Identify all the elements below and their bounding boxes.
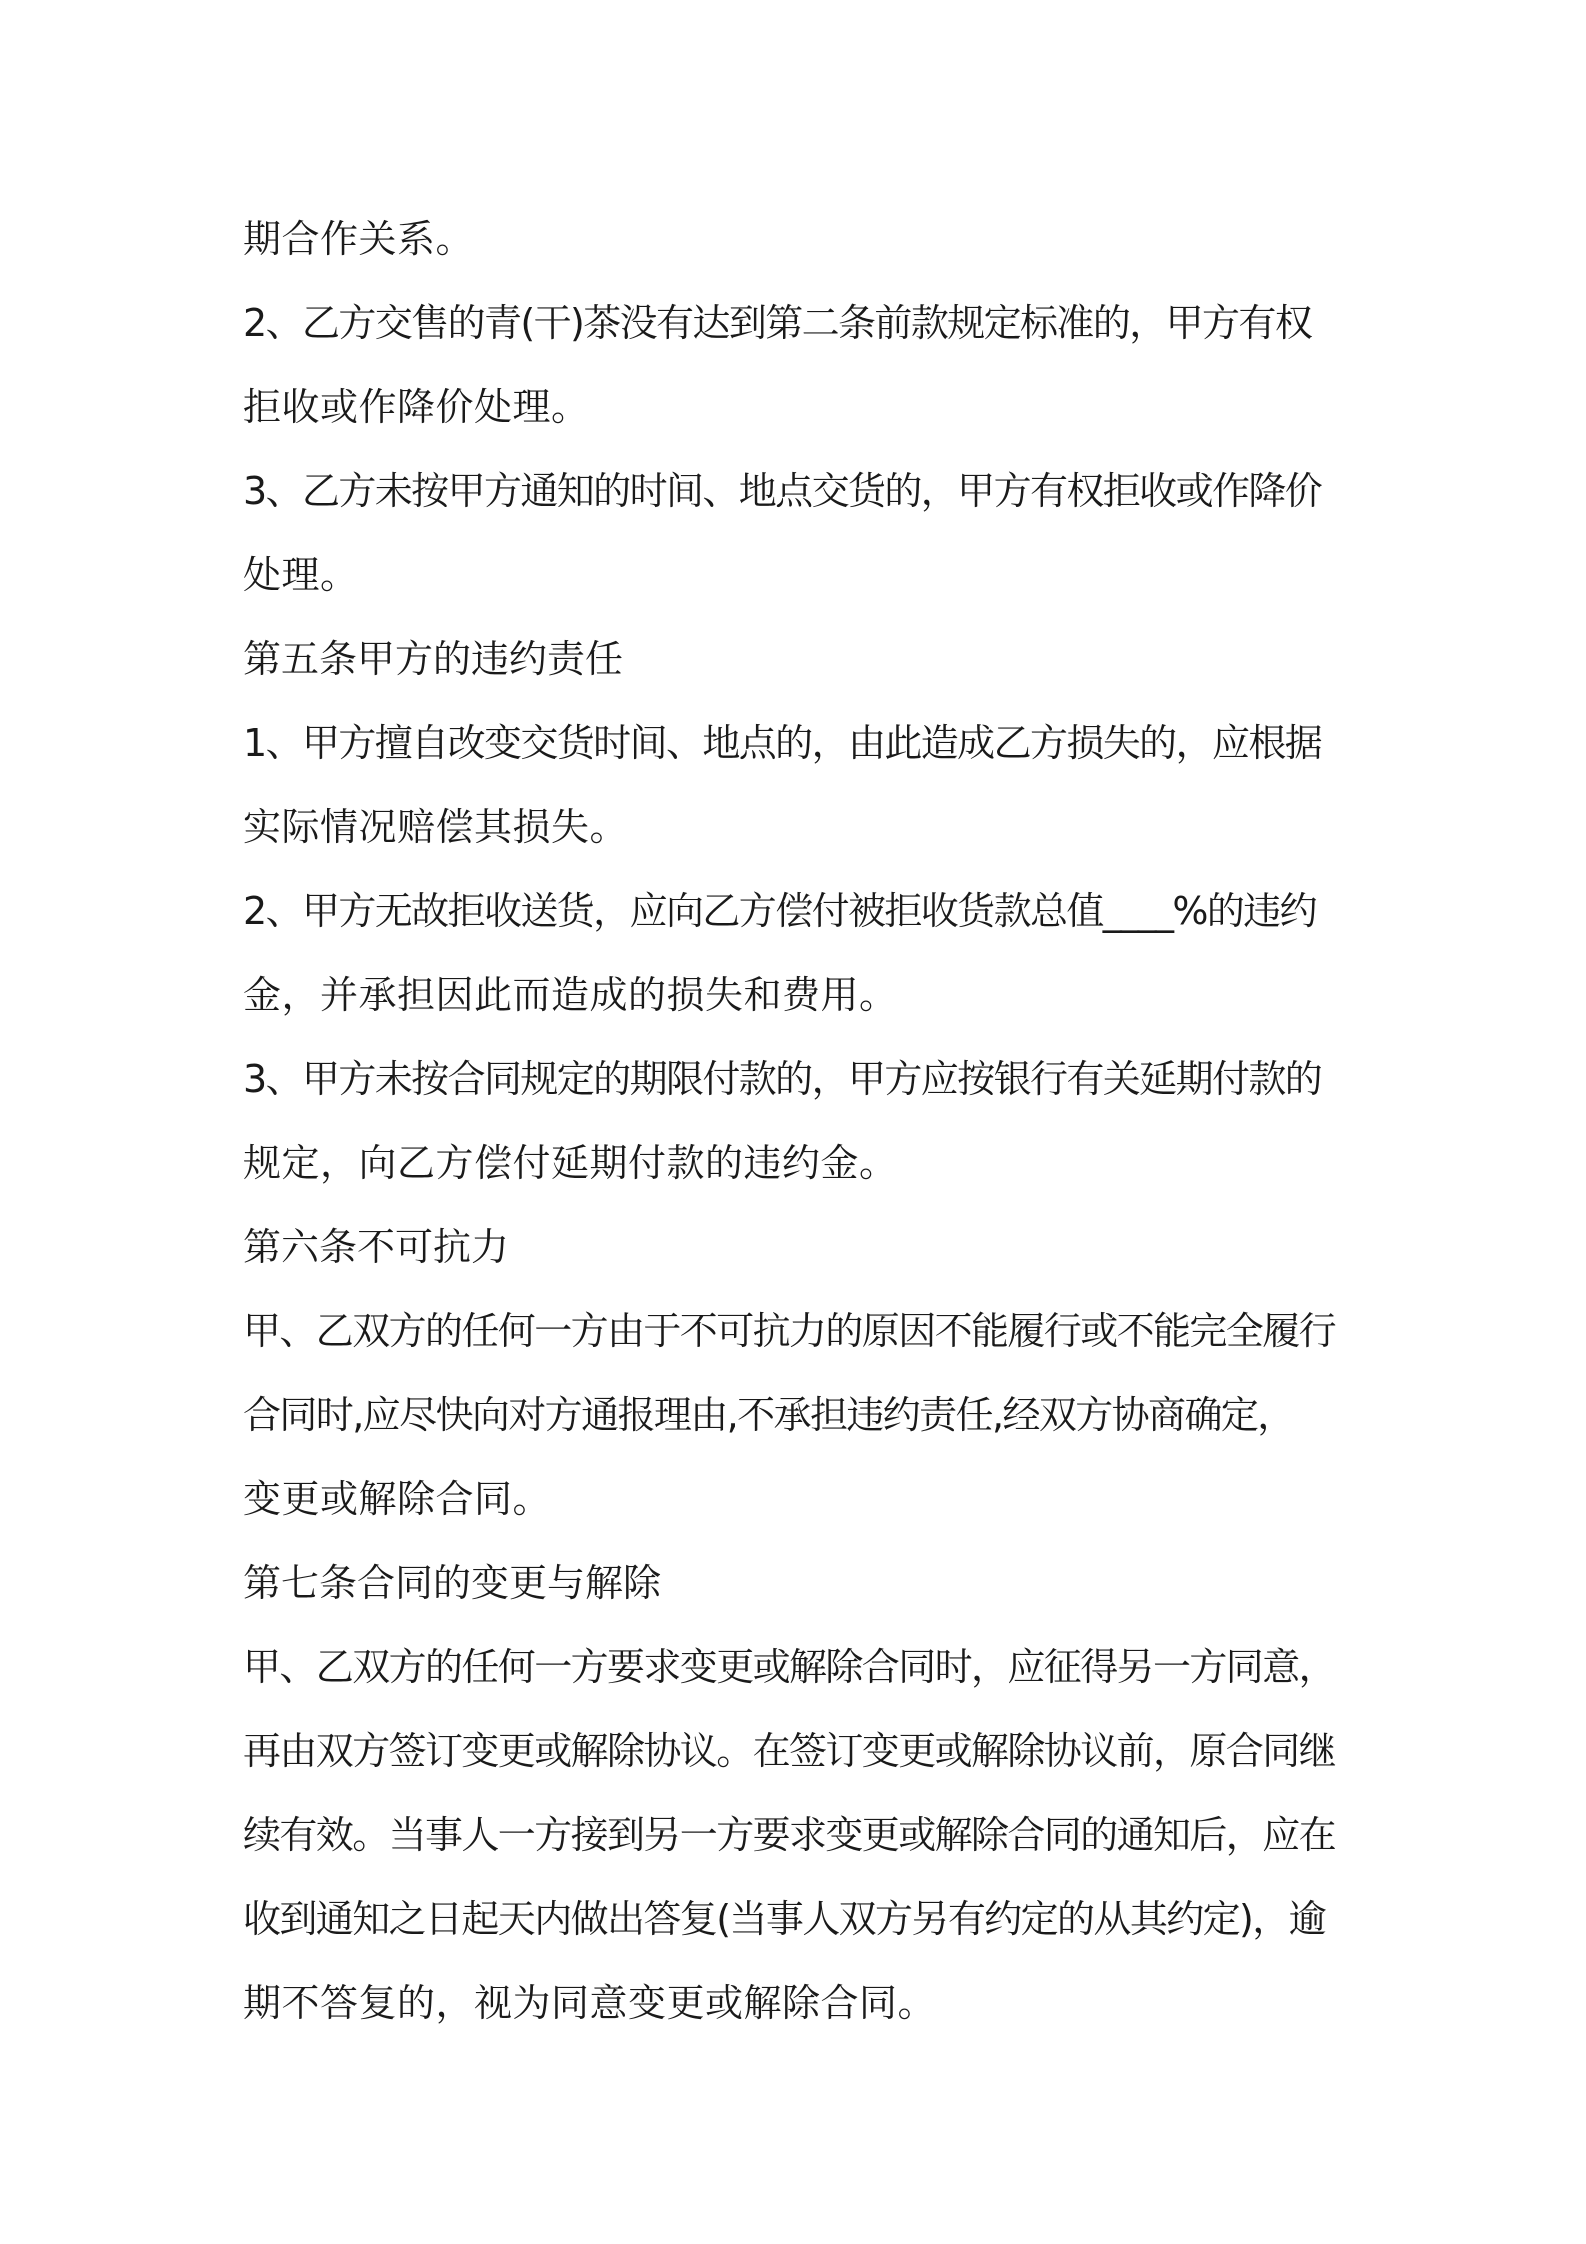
text-line: 处理。 bbox=[243, 553, 359, 597]
text-line: 期合作关系。 bbox=[243, 217, 475, 261]
text-line: 再由双方签订变更或解除协议。在签订变更或解除协议前，原合同继 bbox=[243, 1729, 1336, 1773]
text-line: 实际情况赔偿其损失。 bbox=[243, 805, 629, 849]
text-line: 金，并承担因此而造成的损失和费用。 bbox=[243, 973, 898, 1017]
text-line: 合同时,应尽快向对方通报理由,不承担违约责任,经双方协商确定， bbox=[243, 1393, 1294, 1437]
text-line: 2、乙方交售的青(干)茶没有达到第二条前款规定标准的，甲方有权 bbox=[243, 301, 1312, 345]
section-heading: 第六条不可抗力 bbox=[243, 1225, 510, 1269]
text-line: 续有效。当事人一方接到另一方要求变更或解除合同的通知后，应在 bbox=[243, 1813, 1336, 1857]
text-line: 甲、乙双方的任何一方要求变更或解除合同时，应征得另一方同意， bbox=[243, 1645, 1336, 1689]
text-line: 甲、乙双方的任何一方由于不可抗力的原因不能履行或不能完全履行 bbox=[243, 1309, 1336, 1353]
text-line: 3、甲方未按合同规定的期限付款的，甲方应按银行有关延期付款的 bbox=[243, 1057, 1322, 1101]
text-line: 收到通知之日起天内做出答复(当事人双方另有约定的从其约定)，逾 bbox=[243, 1897, 1326, 1941]
text-line: 2、甲方无故拒收送货，应向乙方偿付被拒收货款总值____%的违约 bbox=[243, 889, 1317, 933]
text-line: 3、乙方未按甲方通知的时间、地点交货的，甲方有权拒收或作降价 bbox=[243, 469, 1322, 513]
text-line: 期不答复的，视为同意变更或解除合同。 bbox=[243, 1981, 937, 2025]
text-line: 1、甲方擅自改变交货时间、地点的，由此造成乙方损失的，应根据 bbox=[243, 721, 1322, 765]
text-line: 变更或解除合同。 bbox=[243, 1477, 552, 1521]
text-line: 规定，向乙方偿付延期付款的违约金。 bbox=[243, 1141, 898, 1185]
section-heading: 第五条甲方的违约责任 bbox=[243, 637, 624, 681]
document-body bbox=[243, 197, 1358, 2045]
section-heading: 第七条合同的变更与解除 bbox=[243, 1561, 662, 1605]
text-line: 拒收或作降价处理。 bbox=[243, 385, 590, 429]
